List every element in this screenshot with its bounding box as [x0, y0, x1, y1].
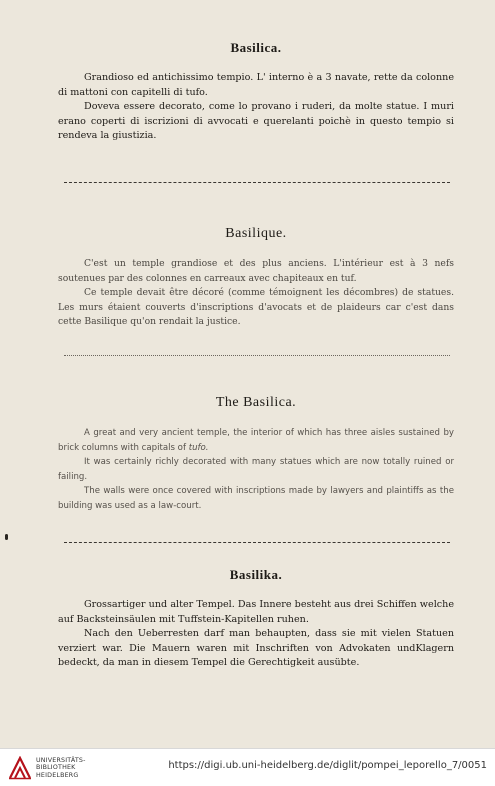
- divider-1: [64, 182, 450, 183]
- divider-2: [64, 355, 450, 356]
- ink-speck: [5, 534, 8, 540]
- title-french: Basilique.: [225, 226, 287, 241]
- para-german-1: Grossartiger und alter Tempel. Das Innere besteht aus drei Schiffen welche auf Backsteinsäulen mit Tuffstein-Kapitellen ruhen.: [58, 599, 454, 625]
- para-italian-1: Grandioso ed antichissimo tempio. L' interno è a 3 navate, rette da colonne di mattoni con capitelli di tufo.: [58, 72, 454, 98]
- para-english-1: [58, 426, 454, 455]
- section-german: [58, 567, 454, 671]
- footer-bar: [0, 748, 495, 786]
- source-url-link[interactable]: https://digi.ub.uni-heidelberg.de/diglit/pompei_leporello_7/0051: [168, 760, 487, 771]
- title-english: The Basilica.: [215, 395, 297, 410]
- para-english-3: The walls were once covered with inscriptions made by lawyers and plaintiffs as the building was used as a law-court.: [58, 486, 454, 511]
- library-name-line3: HEIDELBERG: [36, 771, 79, 779]
- para-english-2: It was certainly richly decorated with many statues which are now totally ruined or failing.: [58, 457, 454, 482]
- university-library-logo-icon: [8, 756, 32, 780]
- divider-3: [64, 542, 450, 543]
- title-italian: Basilica.: [230, 40, 282, 55]
- para-english-1-italic: tufo.: [188, 442, 209, 453]
- section-french: [58, 226, 454, 330]
- section-english: [58, 395, 454, 514]
- para-french-2: Ce temple devait être décoré (comme témoignent les décombres) de statues. Les murs étaient couverts d'inscriptions d'avocats et de plaideurs car c'est dans cette Basilique qu'on rendait la justice.: [58, 287, 454, 328]
- title-german: Basilika.: [229, 567, 283, 582]
- para-german-2: Nach den Ueberresten darf man behaupten, dass sie mit vielen Statuen verziert war. Die Mauern waren mit Inschriften von Advokaten undKlagern bedeckt, da man in diesem Tempel die Gerechtigkeit ausübte.: [58, 628, 454, 669]
- section-italian: [58, 40, 454, 144]
- library-name: [36, 757, 86, 779]
- library-name-line2: BIBLIOTHEK: [36, 764, 76, 772]
- library-name-line1: UNIVERSITÄTS-: [36, 757, 86, 764]
- para-italian-2: Doveva essere decorato, come lo provano i ruderi, da molte statue. I muri erano coperti di iscrizioni di avvocati e querelanti poichè in questo tempio si rendeva la giustizia.: [58, 101, 454, 142]
- para-english-1-text: A great and very ancient temple, the interior of which has three aisles sustained by brick columns with capitals of: [58, 428, 454, 453]
- para-french-1: C'est un temple grandiose et des plus anciens. L'intérieur est à 3 nefs soutenues par des colonnes en carreaux avec chapiteaux en tuf.: [58, 258, 454, 284]
